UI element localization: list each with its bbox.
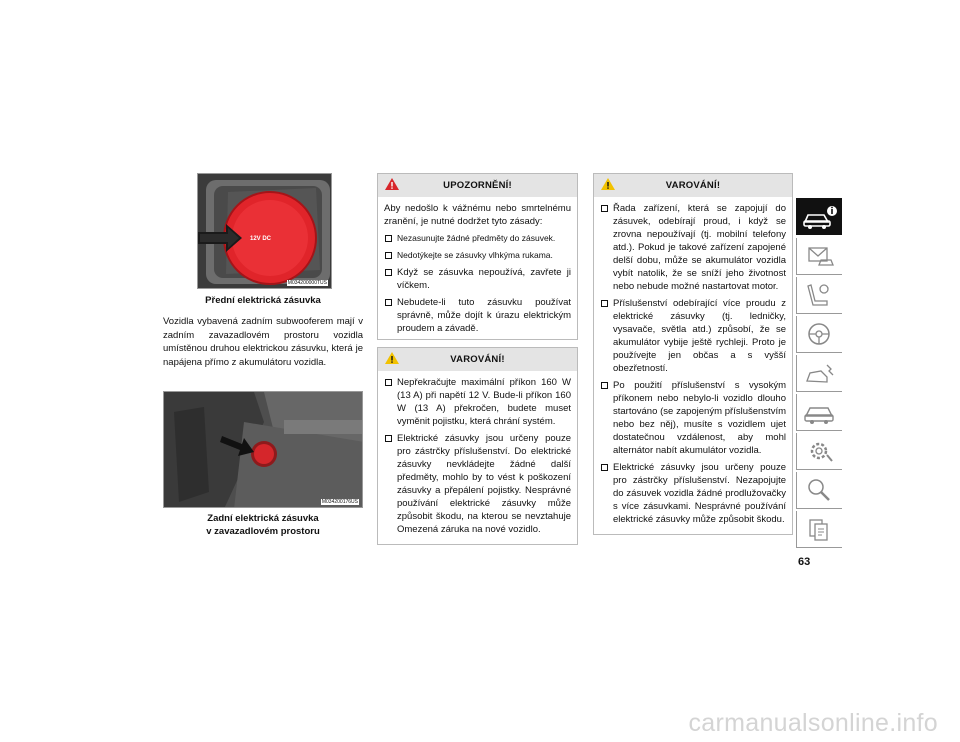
warning-title: VAROVÁNÍ! xyxy=(450,354,505,365)
checkbox-bullet-icon xyxy=(385,269,392,276)
crash-icon xyxy=(797,355,843,392)
checkbox-bullet-icon xyxy=(385,252,392,259)
rear-outlet-photo xyxy=(163,391,363,508)
seat-icon xyxy=(797,277,843,314)
page-number: 63 xyxy=(798,556,811,568)
tab-steering[interactable] xyxy=(796,316,842,353)
front-outlet-caption: Přední elektrická zásuvka xyxy=(205,295,321,306)
tab-maintenance[interactable] xyxy=(796,433,842,470)
warning-header xyxy=(594,174,792,197)
caution-box xyxy=(377,173,578,340)
tab-search[interactable] xyxy=(796,472,842,509)
photo-code: M034200176US xyxy=(321,499,358,505)
warning-box-middle xyxy=(377,347,578,545)
tab-index[interactable] xyxy=(796,511,842,548)
tab-seats[interactable] xyxy=(796,277,842,314)
watermark: carmanualsonline.info xyxy=(688,709,938,737)
tab-safety[interactable] xyxy=(796,355,842,392)
warning-title: VAROVÁNÍ! xyxy=(665,180,721,191)
car-info-icon xyxy=(796,198,842,235)
caution-intro: Aby nedošlo k vážnému nebo smrtelnému zranění, je nutné dodržet tyto zásady: xyxy=(384,203,571,227)
list-item: Nebudete-li tuto zásuvku používat správně, může dojít k úrazu elektrickým proudem a závadě. xyxy=(384,296,571,335)
rear-outlet-illustration xyxy=(164,392,363,508)
front-outlet-photo xyxy=(197,173,332,289)
list-item: Po použití příslušenství s vysokým příkonem nebo nebylo-li vozidlo dlouho startováno (se zapojeným příslušenstvím nebo bez něj), musíte s vozidlem ujet dostatečnou vzdálenost, aby mohl alternátor nabít akumulátor vozidla. xyxy=(600,379,786,457)
checkbox-bullet-icon xyxy=(385,235,392,242)
list-item: Příslušenství odebírající více proudu z elektrické zásuvky (tj. ledničky, vysavače, světla atd.) způsobí, že se akumulátor vybije ještě rychleji. Proto je používejte jen občas a s vyšší obezřetností. xyxy=(600,297,786,375)
caution-header xyxy=(378,174,577,197)
tab-messages[interactable] xyxy=(796,238,842,275)
list-item: Elektrické zásuvky jsou určeny pouze pro zástrčky příslušenství. Do elektrické zásuvky nevkládejte žádné další předměty, mohlo by to vést k poškození zásuvky a přepálení pojistky. Nesprávné používání elektrické zásuvky může způsobit škodu, na kterou se nevztahuje Omezená záruka na nové vozidlo. xyxy=(384,432,571,536)
front-outlet-illustration xyxy=(198,174,332,289)
list-item: Elektrické zásuvky jsou určeny pouze pro zástrčky příslušenství. Nezapojujte do zásuvek vozidla žádné prodlužovačky s více zásuvkami. Nesprávné používání elektrické zásuvky může způsobit škodu. xyxy=(600,461,786,526)
warning-header xyxy=(378,348,577,371)
tab-vehicle[interactable] xyxy=(796,394,842,431)
pages-icon xyxy=(797,511,843,548)
checkbox-bullet-icon xyxy=(385,379,392,386)
list-item: Když se zásuvka nepoužívá, zavřete ji víčkem. xyxy=(384,266,571,292)
steering-icon xyxy=(797,316,843,353)
outlet-label: 12V DC xyxy=(250,236,272,242)
list-item: Nezasunujte žádné předměty do zásuvek. xyxy=(384,232,571,245)
tab-car-info[interactable] xyxy=(796,198,842,235)
photo-code: M034200000TUS xyxy=(287,280,327,286)
search-icon xyxy=(797,472,843,509)
checkbox-bullet-icon xyxy=(385,435,392,442)
checkbox-bullet-icon xyxy=(601,464,608,471)
caution-title: UPOZORNĚNÍ! xyxy=(443,180,512,191)
checkbox-bullet-icon xyxy=(385,299,392,306)
checkbox-bullet-icon xyxy=(601,300,608,307)
list-item: Řada zařízení, která se zapojují do zásuvek, odebírají proud, i když se zrovna nepoužívají (tj. mobilní telefony atd.). Pokud je takové zařízení zapojené delší dobu, může se akumulátor vozidla vybít natolik, že se sníží jeho životnost nebo nebude možné nastartovat motor. xyxy=(600,202,786,293)
car-icon xyxy=(797,394,843,431)
checkbox-bullet-icon xyxy=(601,205,608,212)
checkbox-bullet-icon xyxy=(601,382,608,389)
body-paragraph: Vozidla vybavená zadním subwooferem mají v zadním zavazadlovém prostoru vozidla umístěnou druhou elektrickou zásuvku, která je napájena přímo z akumulátoru vozidla. xyxy=(163,316,363,368)
list-item: Nepřekračujte maximální příkon 160 W (13 A) při napětí 12 V. Bude-li příkon 160 W (13 A) překročen, budete muset vyměnit pojistku, která chrání systém. xyxy=(384,376,571,428)
gear-icon xyxy=(797,433,843,470)
mail-icon xyxy=(797,238,843,275)
warning-box-right xyxy=(593,173,793,535)
rear-outlet-caption xyxy=(163,512,363,538)
caption-line: v zavazadlovém prostoru xyxy=(206,526,320,537)
caption-line: Zadní elektrická zásuvka xyxy=(207,513,319,524)
list-item: Nedotýkejte se zásuvky vlhkýma rukama. xyxy=(384,249,571,262)
